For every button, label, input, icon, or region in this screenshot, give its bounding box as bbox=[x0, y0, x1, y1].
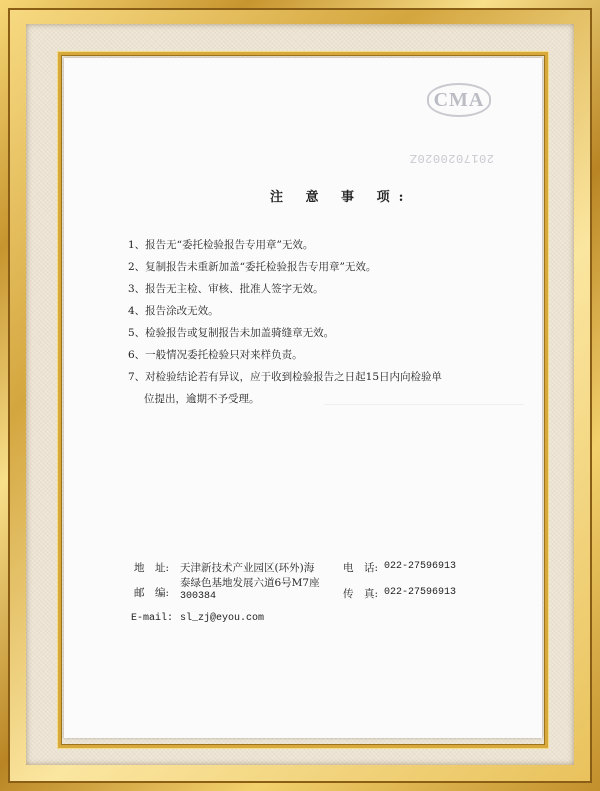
address-line-2: 泰绿色基地发展六道6号M7座 bbox=[180, 577, 320, 589]
note-item: 5、检验报告或复制报告未加盖骑缝章无效。 bbox=[128, 327, 335, 339]
note-item: 2、复制报告未重新加盖“委托检验报告专用章”无效。 bbox=[128, 261, 377, 273]
note-item: 7、对检验结论若有异议，应于收到检验报告之日起15日内向检验单 bbox=[128, 371, 443, 383]
email-label: E-mail: bbox=[131, 613, 174, 624]
cma-stamp-seal: CMA bbox=[427, 83, 491, 117]
fax-value: 022-27596913 bbox=[384, 587, 457, 598]
note-item-continuation: 位提出，逾期不予受理。 bbox=[144, 393, 260, 405]
phone-label: 电 话: bbox=[343, 562, 379, 574]
serial-number: 2017020020Z bbox=[409, 151, 494, 165]
page-title: 注 意 事 项: bbox=[270, 190, 413, 205]
fax-label: 传 真: bbox=[343, 588, 379, 600]
show-through-lines bbox=[324, 404, 524, 555]
address-line-1: 天津新技术产业园区(环外)海 bbox=[180, 562, 315, 574]
postcode-value: 300384 bbox=[180, 591, 217, 602]
note-item: 6、一般情况委托检验只对来样负责。 bbox=[128, 349, 303, 361]
note-item: 1、报告无“委托检验报告专用章”无效。 bbox=[128, 239, 314, 251]
note-item: 3、报告无主检、审核、批准人签字无效。 bbox=[128, 283, 324, 295]
phone-value: 022-27596913 bbox=[384, 561, 457, 572]
note-item: 4、报告涂改无效。 bbox=[128, 305, 219, 317]
email-value: sl_zj@eyou.com bbox=[180, 613, 265, 624]
notes-list bbox=[128, 234, 458, 410]
postcode-label: 邮 编: bbox=[134, 587, 170, 599]
address-label: 地 址: bbox=[134, 562, 170, 574]
